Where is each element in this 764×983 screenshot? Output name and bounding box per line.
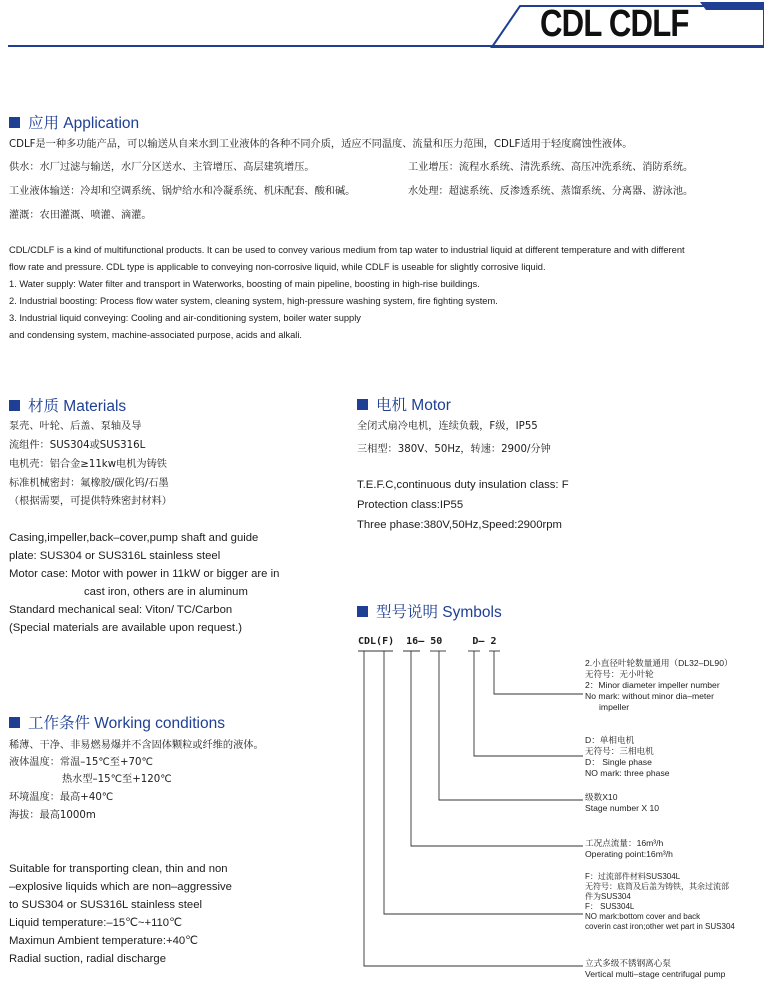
symbol-note-pump-type: 立式多级不锈钢离心泵 Vertical multi–stage centrifugal pump	[585, 958, 726, 979]
materials-cn-line: 泵壳、叶轮、后盖、泵轴及导	[9, 421, 142, 432]
application-en-line: 3. Industrial liquid conveying: Cooling and air-conditioning system, boiler water supply	[9, 313, 361, 323]
section-heading-working: 工作条件 Working conditions	[9, 711, 225, 733]
materials-en-line: plate: SUS304 or SUS316L stainless steel	[9, 550, 221, 562]
working-cn-line: 稀薄、干净、非易燃易爆并不含固体颗粒或纤维的液体。	[9, 740, 264, 751]
application-cn-line: 水处理：超滤系统、反渗透系统、蒸馏系统、分离器、游泳池。	[408, 186, 694, 197]
application-en-line: CDL/CDLF is a kind of multifunctional products. It can be used to convey various medium from tap water to industrial liquid at different temperature and with different	[9, 245, 685, 255]
symbol-note-impeller: 2.小直径叶轮数量通用（DL32–DL90） 无符号：无小叶轮 2：Minor diameter impeller number No mark: without minor dia–meter impeller	[585, 658, 733, 712]
application-en-line: and condensing system, machine-associated purpose, acids and alkali.	[9, 330, 303, 340]
working-en-line: Radial suction, radial discharge	[9, 953, 166, 965]
section-heading-motor: 电机 Motor	[357, 393, 451, 415]
motor-cn-line: 全闭式扇冷电机，连续负载，F级，IP55	[357, 421, 538, 432]
materials-cn-line: 电机壳：铝合金≥11kw电机为铸铁	[9, 459, 167, 470]
section-heading-application: 应用 Application	[9, 111, 139, 133]
working-en-line: Liquid temperature:–15℃~+110℃	[9, 917, 182, 929]
application-en-line: 2. Industrial boosting: Process flow water system, cleaning system, high-pressure washing system, fire fighting system.	[9, 296, 498, 306]
model-code: CDL(F) 16– 50 D– 2	[358, 636, 497, 647]
application-en-line: flow rate and pressure. CDL type is applicable to conveying non-corrosive liquid, while CDLF is useable for slightly corrosive liquid.	[9, 262, 546, 272]
materials-cn-line: 流组件：SUS304或SUS316L	[9, 440, 146, 451]
application-cn-line: 灌溉：农田灌溉、喷灌、滴灌。	[9, 210, 152, 221]
symbol-note-material: F：过流部件材料SUS304L 无符号：底筒及后盖为铸铁，其余过流部 件为SUS304 F： SUS304L NO mark:bottom cover and back coverin cast iron;other wet part in SUS304	[585, 872, 735, 931]
materials-cn-line: 标准机械密封：氟橡胶/碳化钨/石墨	[9, 478, 169, 489]
application-cn-line: 工业增压：流程水系统、清洗系统、高压冲洗系统、消防系统。	[408, 162, 694, 173]
materials-en-line: Casing,impeller,back–cover,pump shaft and guide	[9, 532, 259, 544]
materials-en-line: cast iron, others are in aluminum	[84, 586, 248, 598]
section-heading-symbols: 型号说明 Symbols	[357, 600, 502, 622]
application-cn-line: 供水：水厂过滤与输送，水厂分区送水、主管增压、高层建筑增压。	[9, 162, 315, 173]
working-en-line: –explosive liquids which are non–aggressive	[9, 881, 232, 893]
working-cn-line: 液体温度：常温–15℃至+70℃	[9, 757, 153, 768]
symbol-note-stage: 级数X10 Stage number X 10	[585, 792, 660, 813]
motor-cn-line: 三相型：380V、50Hz，转速：2900/分钟	[357, 444, 551, 455]
motor-en-line: T.E.F.C,continuous duty insulation class: F	[357, 479, 569, 491]
page-title: CDL CDLF	[540, 3, 689, 45]
motor-en-line: Protection class:IP55	[357, 499, 464, 511]
materials-en-line: Motor case: Motor with power in 11kW or bigger are in	[9, 568, 280, 580]
symbol-note-flow: 工况点流量：16m³/h Operating point:16m³/h	[585, 838, 673, 859]
application-cn-intro: CDLF是一种多功能产品，可以输送从自来水到工业液体的各种不同介质，适应不同温度、流量和压力范围，CDLF适用于轻度腐蚀性液体。	[9, 139, 633, 150]
working-en-line: Suitable for transporting clean, thin and non	[9, 863, 228, 875]
application-en-line: 1. Water supply: Water filter and transport in Waterworks, boosting of main pipeline, boosting in high-rise buildings.	[9, 279, 480, 289]
motor-en-line: Three phase:380V,50Hz,Speed:2900rpm	[357, 519, 562, 531]
working-cn-line: 环境温度：最高+40℃	[9, 792, 114, 803]
heading-square-icon	[9, 717, 20, 728]
working-cn-line: 海拔：最高1000m	[9, 810, 96, 821]
working-en-line: Maximun Ambient temperature:+40℃	[9, 935, 198, 947]
symbol-note-phase: D：单相电机 无符号：三相电机 D： Single phase NO mark: three phase	[585, 735, 670, 778]
working-en-line: to SUS304 or SUS316L stainless steel	[9, 899, 202, 911]
working-cn-line: 热水型–15℃至+120℃	[62, 774, 172, 785]
application-cn-line: 工业液体输送：冷却和空调系统、锅炉给水和冷凝系统、机床配套、酸和碱。	[9, 186, 356, 197]
section-heading-materials: 材质 Materials	[9, 394, 126, 416]
materials-cn-line: （根据需要，可提供特殊密封材料）	[9, 496, 172, 507]
materials-en-line: Standard mechanical seal: Viton/ TC/Carbon	[9, 604, 233, 616]
materials-en-line: (Special materials are available upon request.)	[9, 622, 242, 634]
